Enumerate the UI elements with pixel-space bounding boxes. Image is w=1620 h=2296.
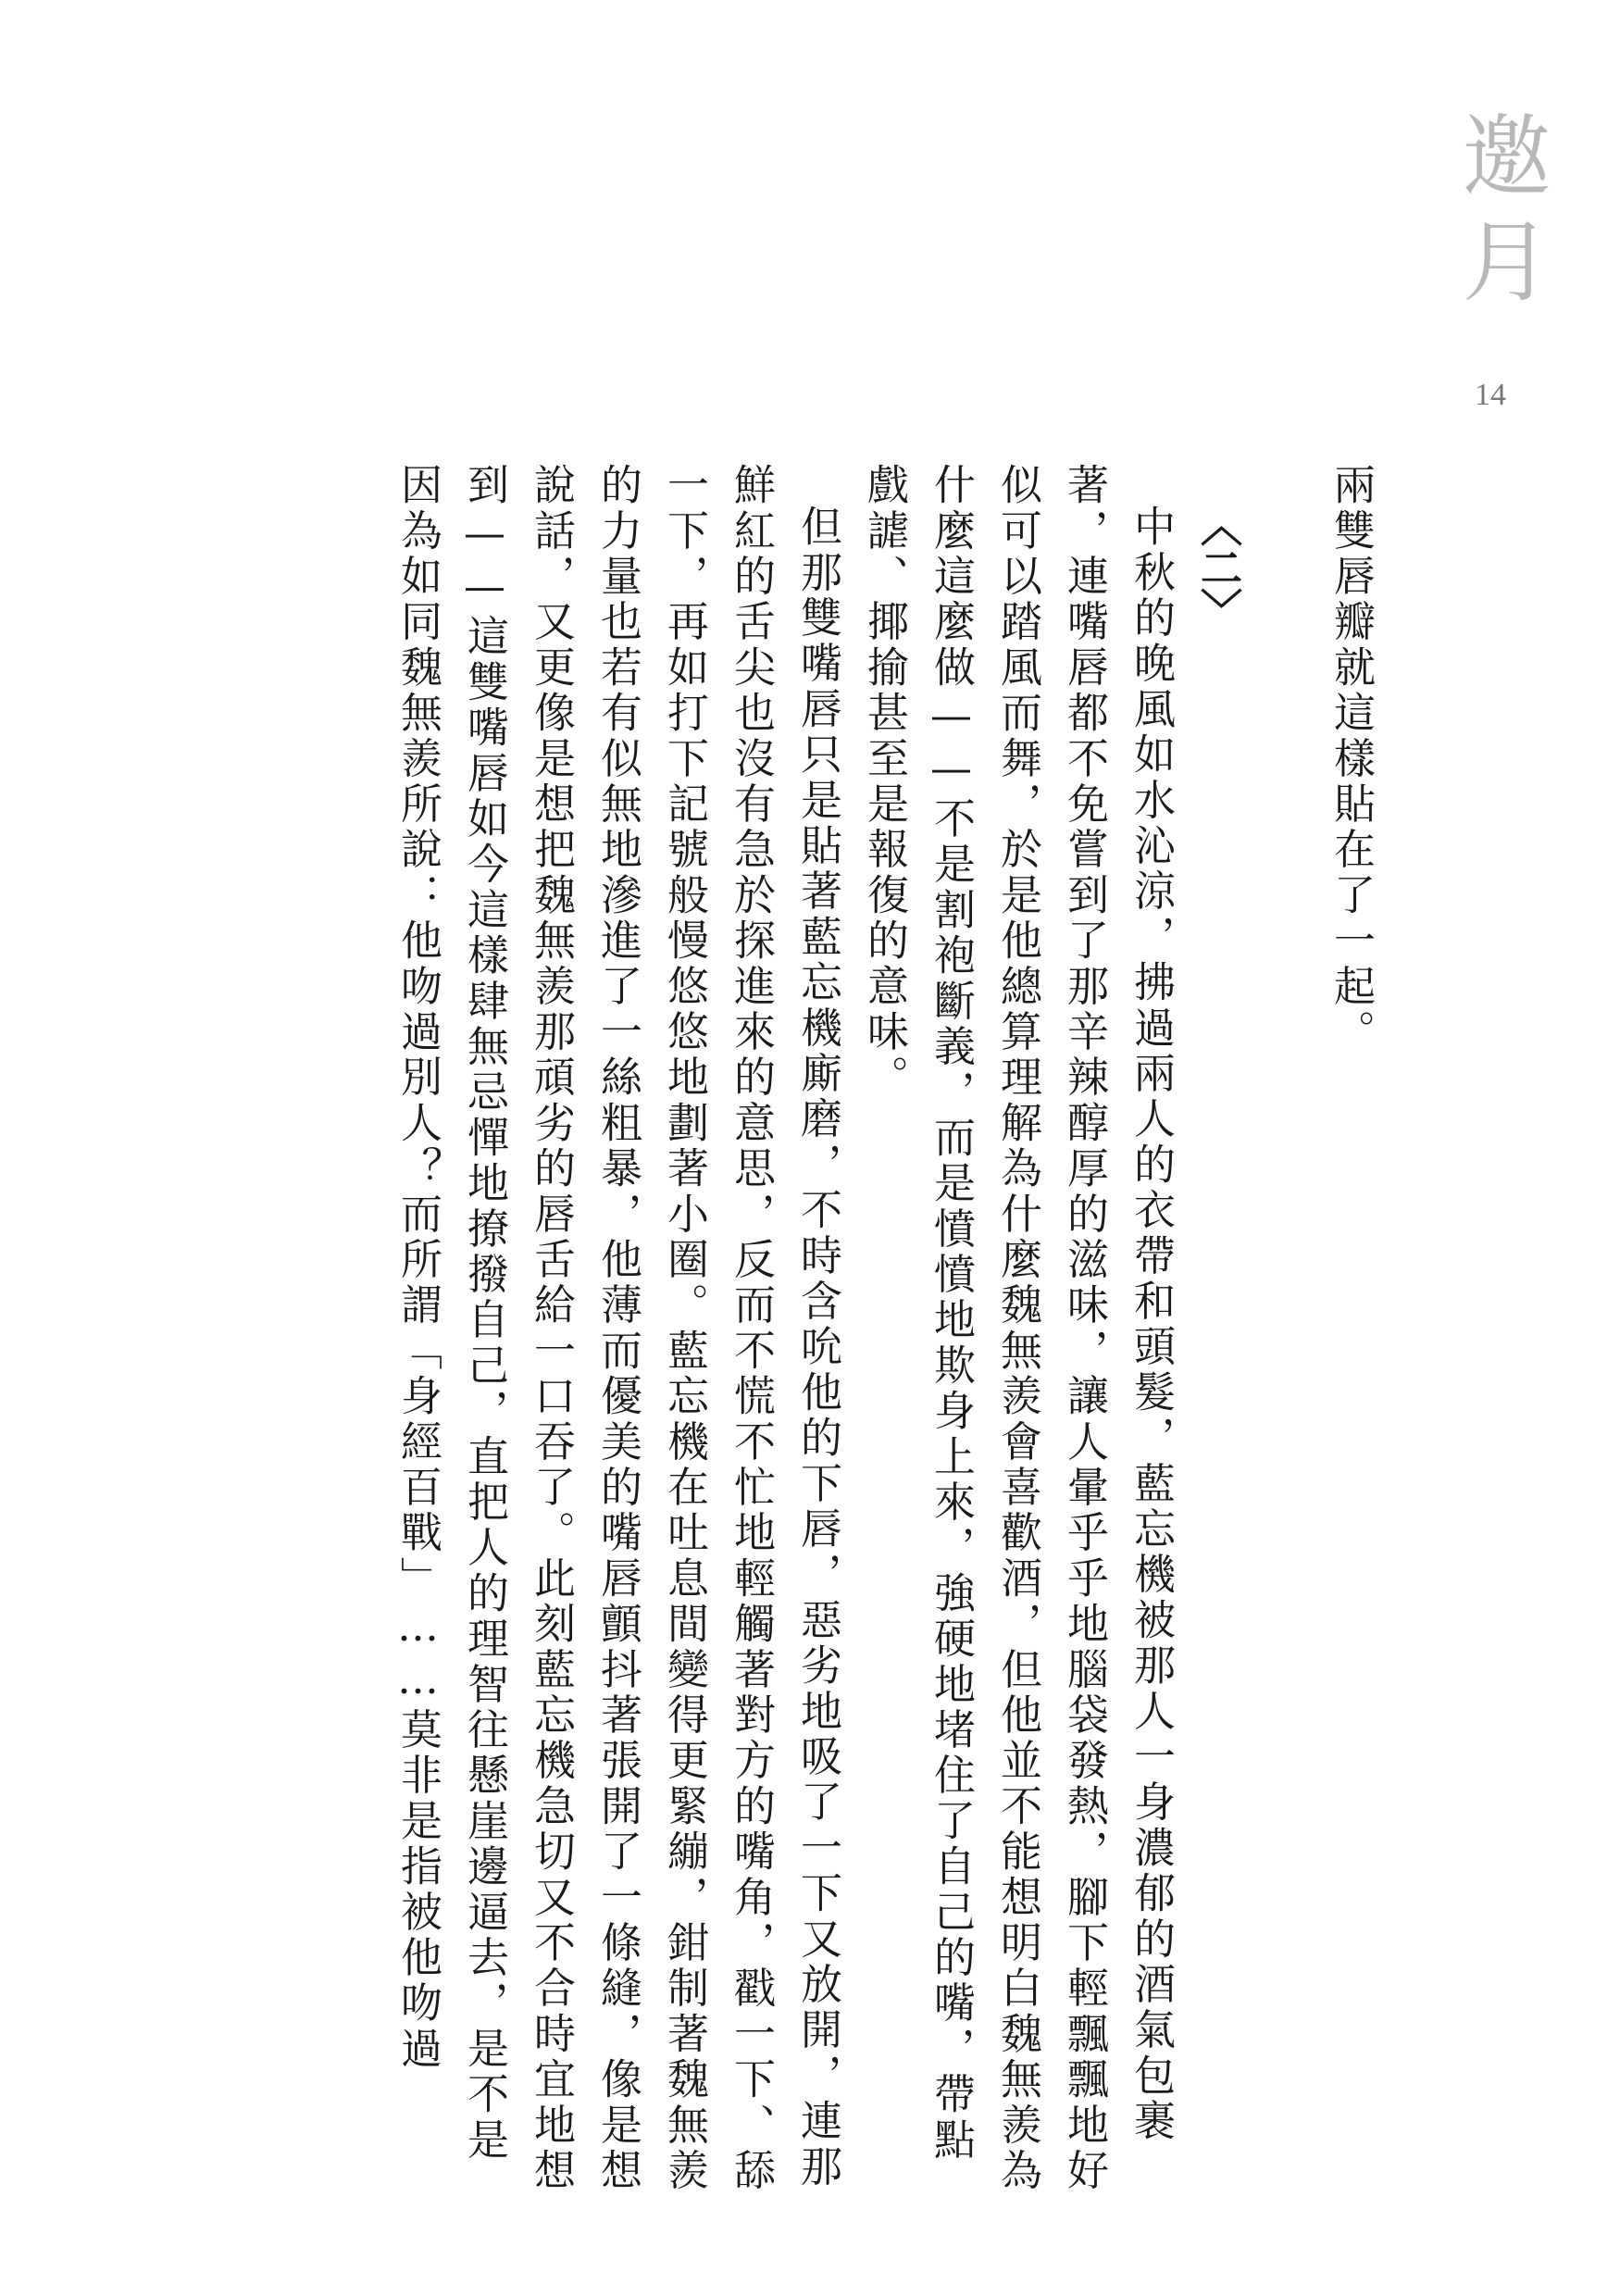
opening-line: 兩雙唇瓣就這樣貼在了一起。	[1327, 463, 1376, 1055]
page-number: 14	[1475, 378, 1506, 412]
running-title: 邀月	[1448, 109, 1551, 320]
paragraph: 中秋的晚風如水沁涼，拂過兩人的衣帶和頭髮，藍忘機被那人一身濃郁的酒氣包裹著，連嘴唇都不免嘗到了那辛辣醇厚的滋味，讓人暈乎乎地腦袋發熱，腳下輕飄飄地好似可以踏風而舞，於是他總算理解為什麼魏無羨會喜歡酒，但他並不能想明白魏無羨為什麼這麼做——不是割袍斷義，而是憤憤地欺身上來，強硬地堵住了自己的嘴，帶點戲謔、揶揄甚至是報復的意味。	[860, 463, 1176, 2194]
chapter-heading: 〈二〉	[1193, 505, 1242, 630]
paragraph: 但那雙嘴唇只是貼著藍忘機廝磨，不時含吮他的下唇，惡劣地吸了一下又放開，連那鮮紅的舌尖也沒有急於探進來的意思，反而不慌不忙地輕觸著對方的嘴角，戳一下、舔一下，再如打下記號般慢悠悠地劃著小圈。藍忘機在吐息間變得更緊繃，鉗制著魏無羨的力量也若有似無地滲進了一絲粗暴，他薄而優美的嘴唇顫抖著張開了一條縫，像是想說話，又更像是想把魏無羨那頑劣的唇舌給一口吞了。此刻藍忘機急切又不合時宜地想到——這雙嘴唇如今這樣肆無忌憚地撩撥自己，直把人的理智往懸崖邊逼去，是不是因為如同魏無羨所說：他吻過別人？而所謂「身經百戰」……莫非是指被他吻過	[393, 463, 842, 2194]
paragraph-gap	[1251, 463, 1317, 2203]
body-text	[384, 463, 1384, 2203]
